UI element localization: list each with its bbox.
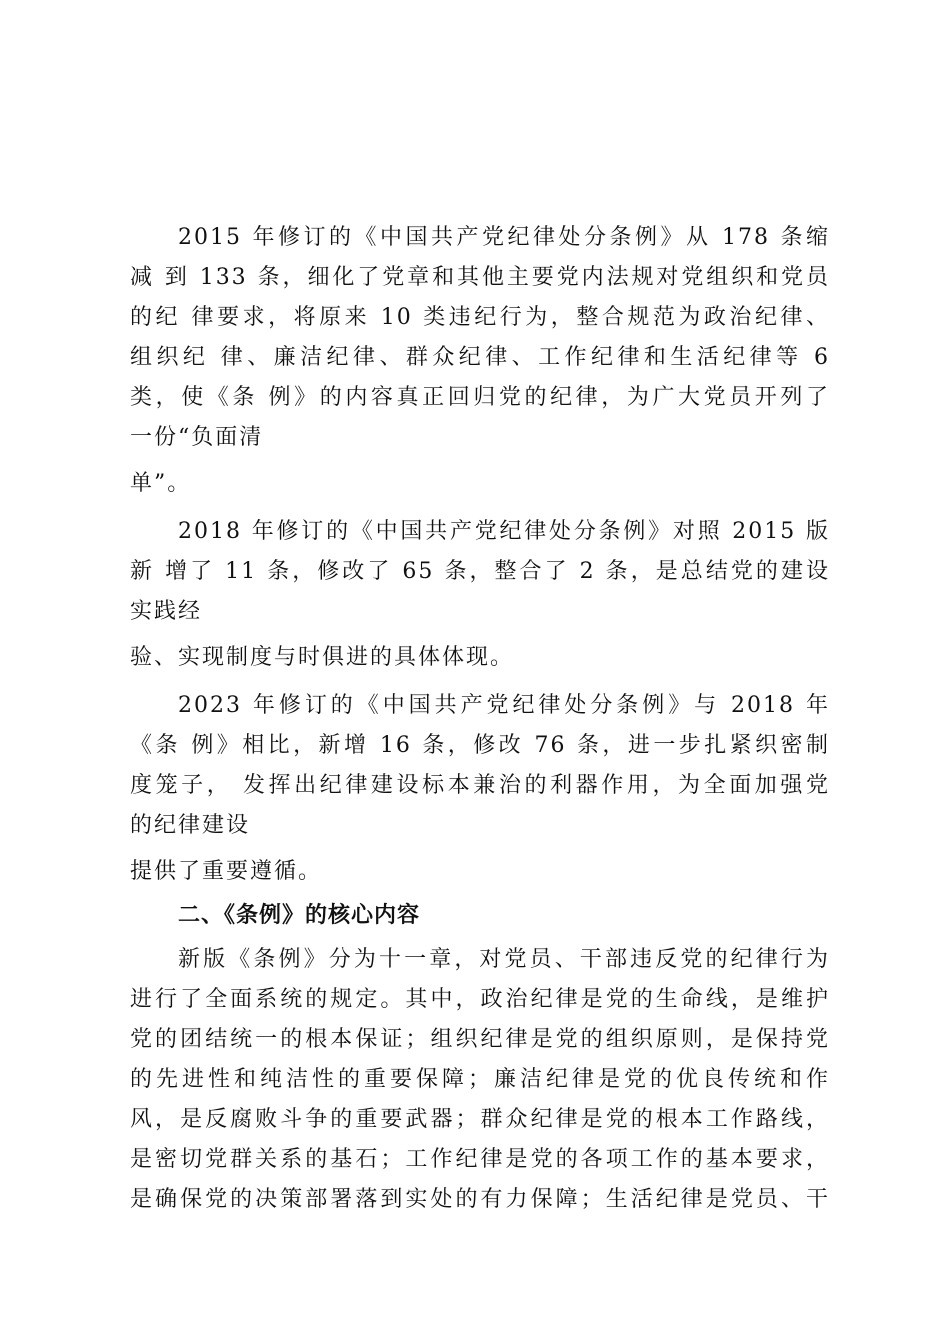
paragraph-3-line-5: 提供了重要遵循。 [130, 859, 323, 884]
paragraph-1-line-4: 组织纪 律、廉洁纪律、群众纪律、工作纪律和生活纪律等 6 [130, 345, 830, 370]
section-heading: 二、《条例》的核心内容 [178, 903, 421, 928]
paragraph-1-line-2: 减 到 133 条，细化了党章和其他主要党内法规对党组织和党员 [130, 265, 830, 290]
paragraph-3-line-4: 的纪律建设 [130, 813, 251, 838]
paragraph-4-line-1: 新版《条例》分为十一章，对党员、干部违反党的纪律行为 [178, 947, 830, 972]
paragraph-1-line-6: 一份“负面清 [130, 425, 264, 450]
paragraph-3-line-3: 度笼子， 发挥出纪律建设标本兼治的利器作用，为全面加强党 [130, 773, 830, 798]
paragraph-4-line-2: 进行了全面系统的规定。其中，政治纪律是党的生命线，是维护 [130, 987, 830, 1012]
paragraph-4-line-4: 的先进性和纯洁性的重要保障；廉洁纪律是党的优良传统和作 [130, 1067, 830, 1092]
paragraph-3-line-1: 2023 年修订的《中国共产党纪律处分条例》与 2018 年 [178, 693, 830, 718]
paragraph-1-line-1: 2015 年修订的《中国共产党纪律处分条例》从 178 条缩 [178, 225, 830, 250]
paragraph-1-line-3: 的纪 律要求，将原来 10 类违纪行为，整合规范为政治纪律、 [130, 305, 830, 330]
paragraph-2-line-4: 验、实现制度与时俱进的具体体现。 [130, 645, 515, 670]
paragraph-2-line-3: 实践经 [130, 599, 203, 624]
paragraph-4-line-6: 是密切党群关系的基石；工作纪律是党的各项工作的基本要求， [130, 1147, 830, 1172]
paragraph-2-line-2: 新 增了 11 条，修改了 65 条，整合了 2 条，是总结党的建设 [130, 559, 830, 584]
paragraph-4-line-5: 风，是反腐败斗争的重要武器；群众纪律是党的根本工作路线， [130, 1107, 830, 1132]
paragraph-4-line-3: 党的团结统一的根本保证；组织纪律是党的组织原则，是保持党 [130, 1027, 830, 1052]
paragraph-1-line-7: 单”。 [130, 471, 192, 496]
paragraph-4-line-7: 是确保党的决策部署落到实处的有力保障；生活纪律是党员、干 [130, 1187, 830, 1212]
paragraph-1-line-5: 类，使《条 例》的内容真正回归党的纪律，为广大党员开列了 [130, 385, 830, 410]
paragraph-2-line-1: 2018 年修订的《中国共产党纪律处分条例》对照 2015 版 [178, 519, 830, 544]
paragraph-3-line-2: 《条 例》相比，新增 16 条，修改 76 条，进一步扎紧织密制 [130, 733, 830, 758]
